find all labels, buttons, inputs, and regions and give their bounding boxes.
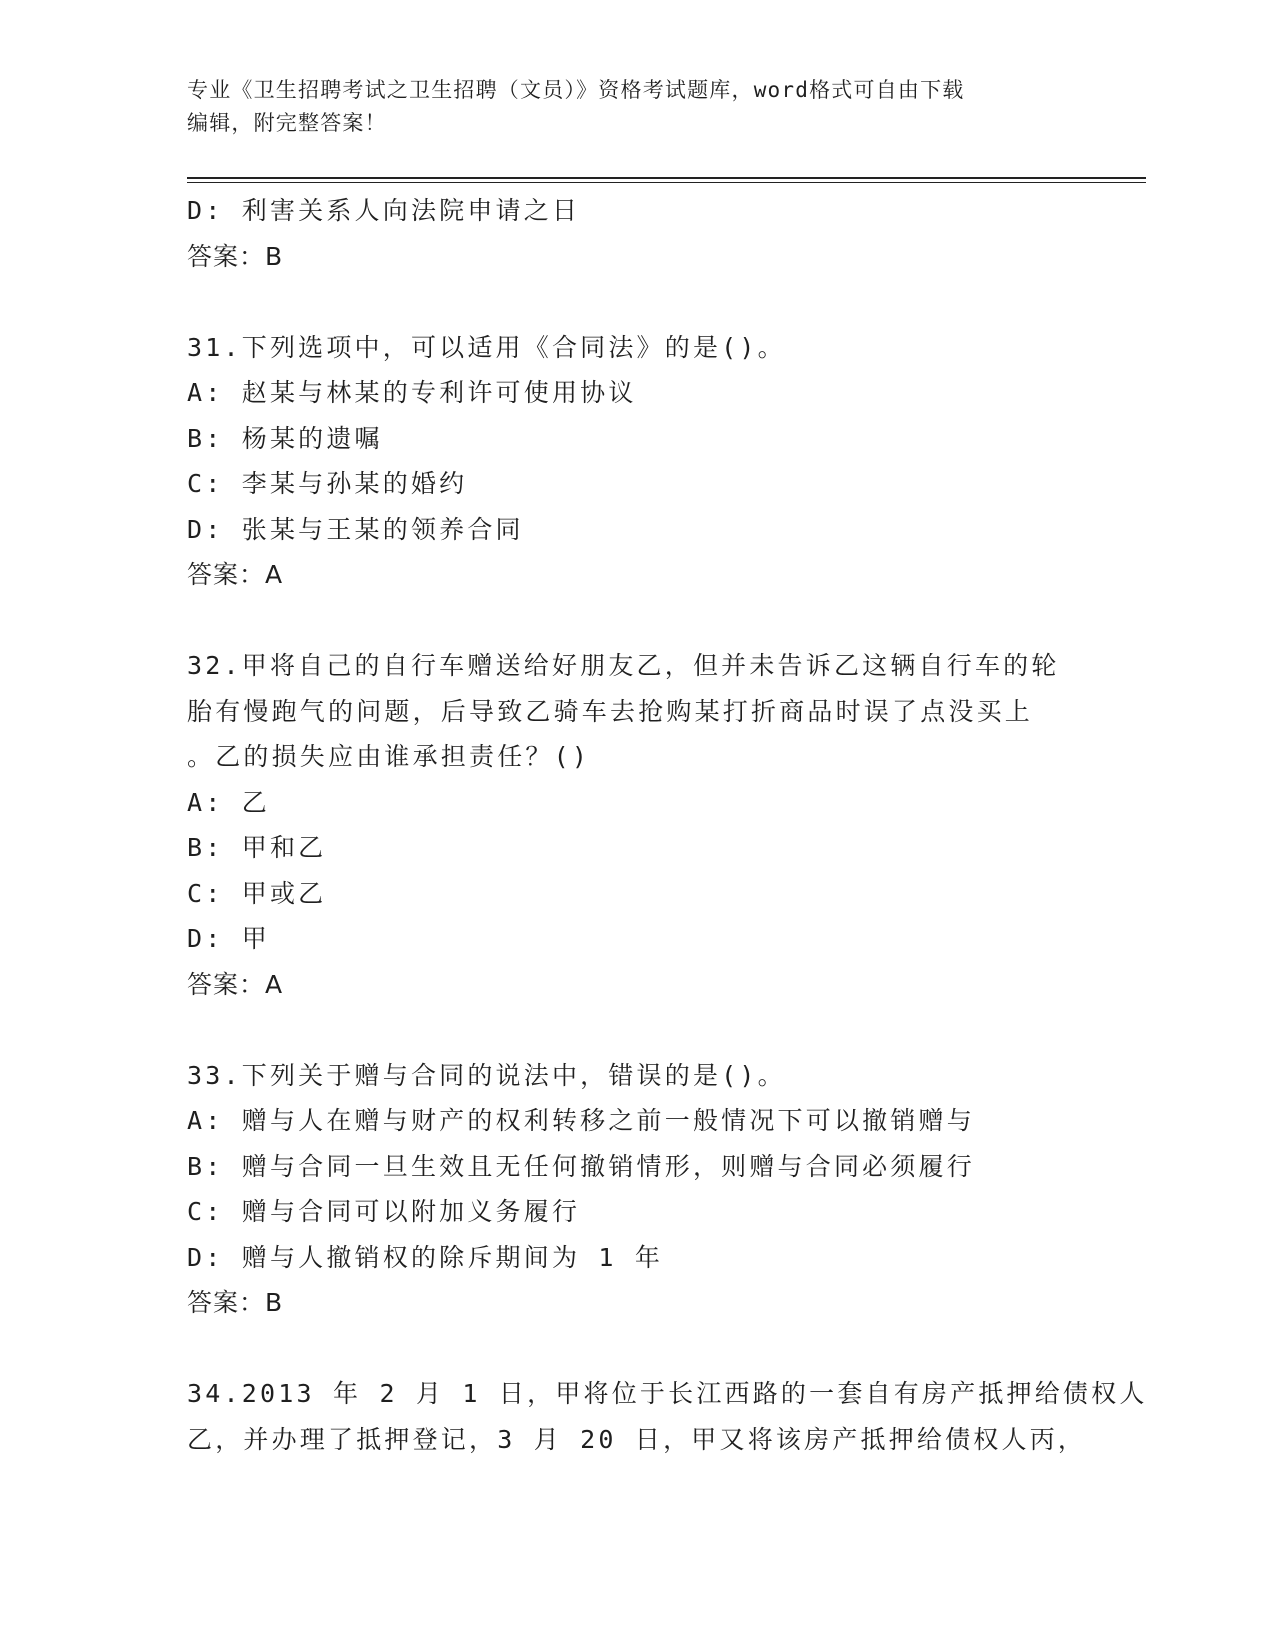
header-line-1: 专业《卫生招聘考试之卫生招聘（文员）》资格考试题库，word格式可自由下载 xyxy=(187,78,965,102)
question-content xyxy=(187,188,1148,1462)
question-stem-line-1: 32.甲将自己的自行车赠送给好朋友乙，但并未告诉乙这辆自行车的轮 xyxy=(187,651,1060,680)
question-32 xyxy=(187,643,1087,1007)
question-stem-line-2: 乙，并办理了抵押登记，3 月 20 日，甲又将该房产抵押给债权人丙， xyxy=(187,1424,1087,1454)
option-d: D: 甲 xyxy=(187,924,270,953)
question-stem: 33.下列关于赠与合同的说法中，错误的是()。 xyxy=(187,1060,786,1090)
answer-line: 答案：B xyxy=(187,1288,284,1317)
spacer xyxy=(187,1007,1087,1053)
option-c: C: 赠与合同可以附加义务履行 xyxy=(187,1197,581,1226)
answer-line: 答案：A xyxy=(187,560,284,589)
option-a: A: 赵某与林某的专利许可使用协议 xyxy=(187,378,637,407)
question-33 xyxy=(187,1053,1087,1326)
question-34 xyxy=(187,1371,1148,1462)
header-line-2: 编辑，附完整答案！ xyxy=(187,111,387,135)
answer-line: 答案：A xyxy=(187,969,284,999)
question-31 xyxy=(187,325,1087,598)
spacer xyxy=(187,598,1087,644)
document-header xyxy=(187,74,1067,140)
question-stem: 31.下列选项中，可以适用《合同法》的是()。 xyxy=(187,332,786,362)
spacer xyxy=(187,1326,1087,1372)
question-stem-line-1: 34.2013 年 2 月 1 日，甲将位于长江西路的一套自有房产抵押给债权人 xyxy=(187,1379,1148,1408)
option-b: B: 杨某的遗嘱 xyxy=(187,423,383,453)
option-a: A: 赠与人在赠与财产的权利转移之前一般情况下可以撤销赠与 xyxy=(187,1106,975,1135)
previous-question-tail xyxy=(187,188,1087,279)
answer-line: 答案：B xyxy=(187,241,284,271)
option-d: D: 利害关系人向法院申请之日 xyxy=(187,196,581,225)
question-stem-line-3: 。乙的损失应由谁承担责任？() xyxy=(187,742,591,771)
option-b: B: 甲和乙 xyxy=(187,833,327,862)
option-d: D: 赠与人撤销权的除斥期间为 1 年 xyxy=(187,1242,664,1272)
option-b: B: 赠与合同一旦生效且无任何撤销情形，则赠与合同必须履行 xyxy=(187,1151,975,1181)
option-c: C: 甲或乙 xyxy=(187,878,327,908)
option-d: D: 张某与王某的领养合同 xyxy=(187,514,524,544)
spacer xyxy=(187,279,1087,325)
question-stem-line-2: 胎有慢跑气的问题，后导致乙骑车去抢购某打折商品时误了点没买上 xyxy=(187,696,1034,726)
option-c: C: 李某与孙某的婚约 xyxy=(187,469,468,498)
header-rule-thick xyxy=(187,177,1146,179)
option-a: A: 乙 xyxy=(187,787,270,817)
header-rule-thin xyxy=(187,182,1146,183)
